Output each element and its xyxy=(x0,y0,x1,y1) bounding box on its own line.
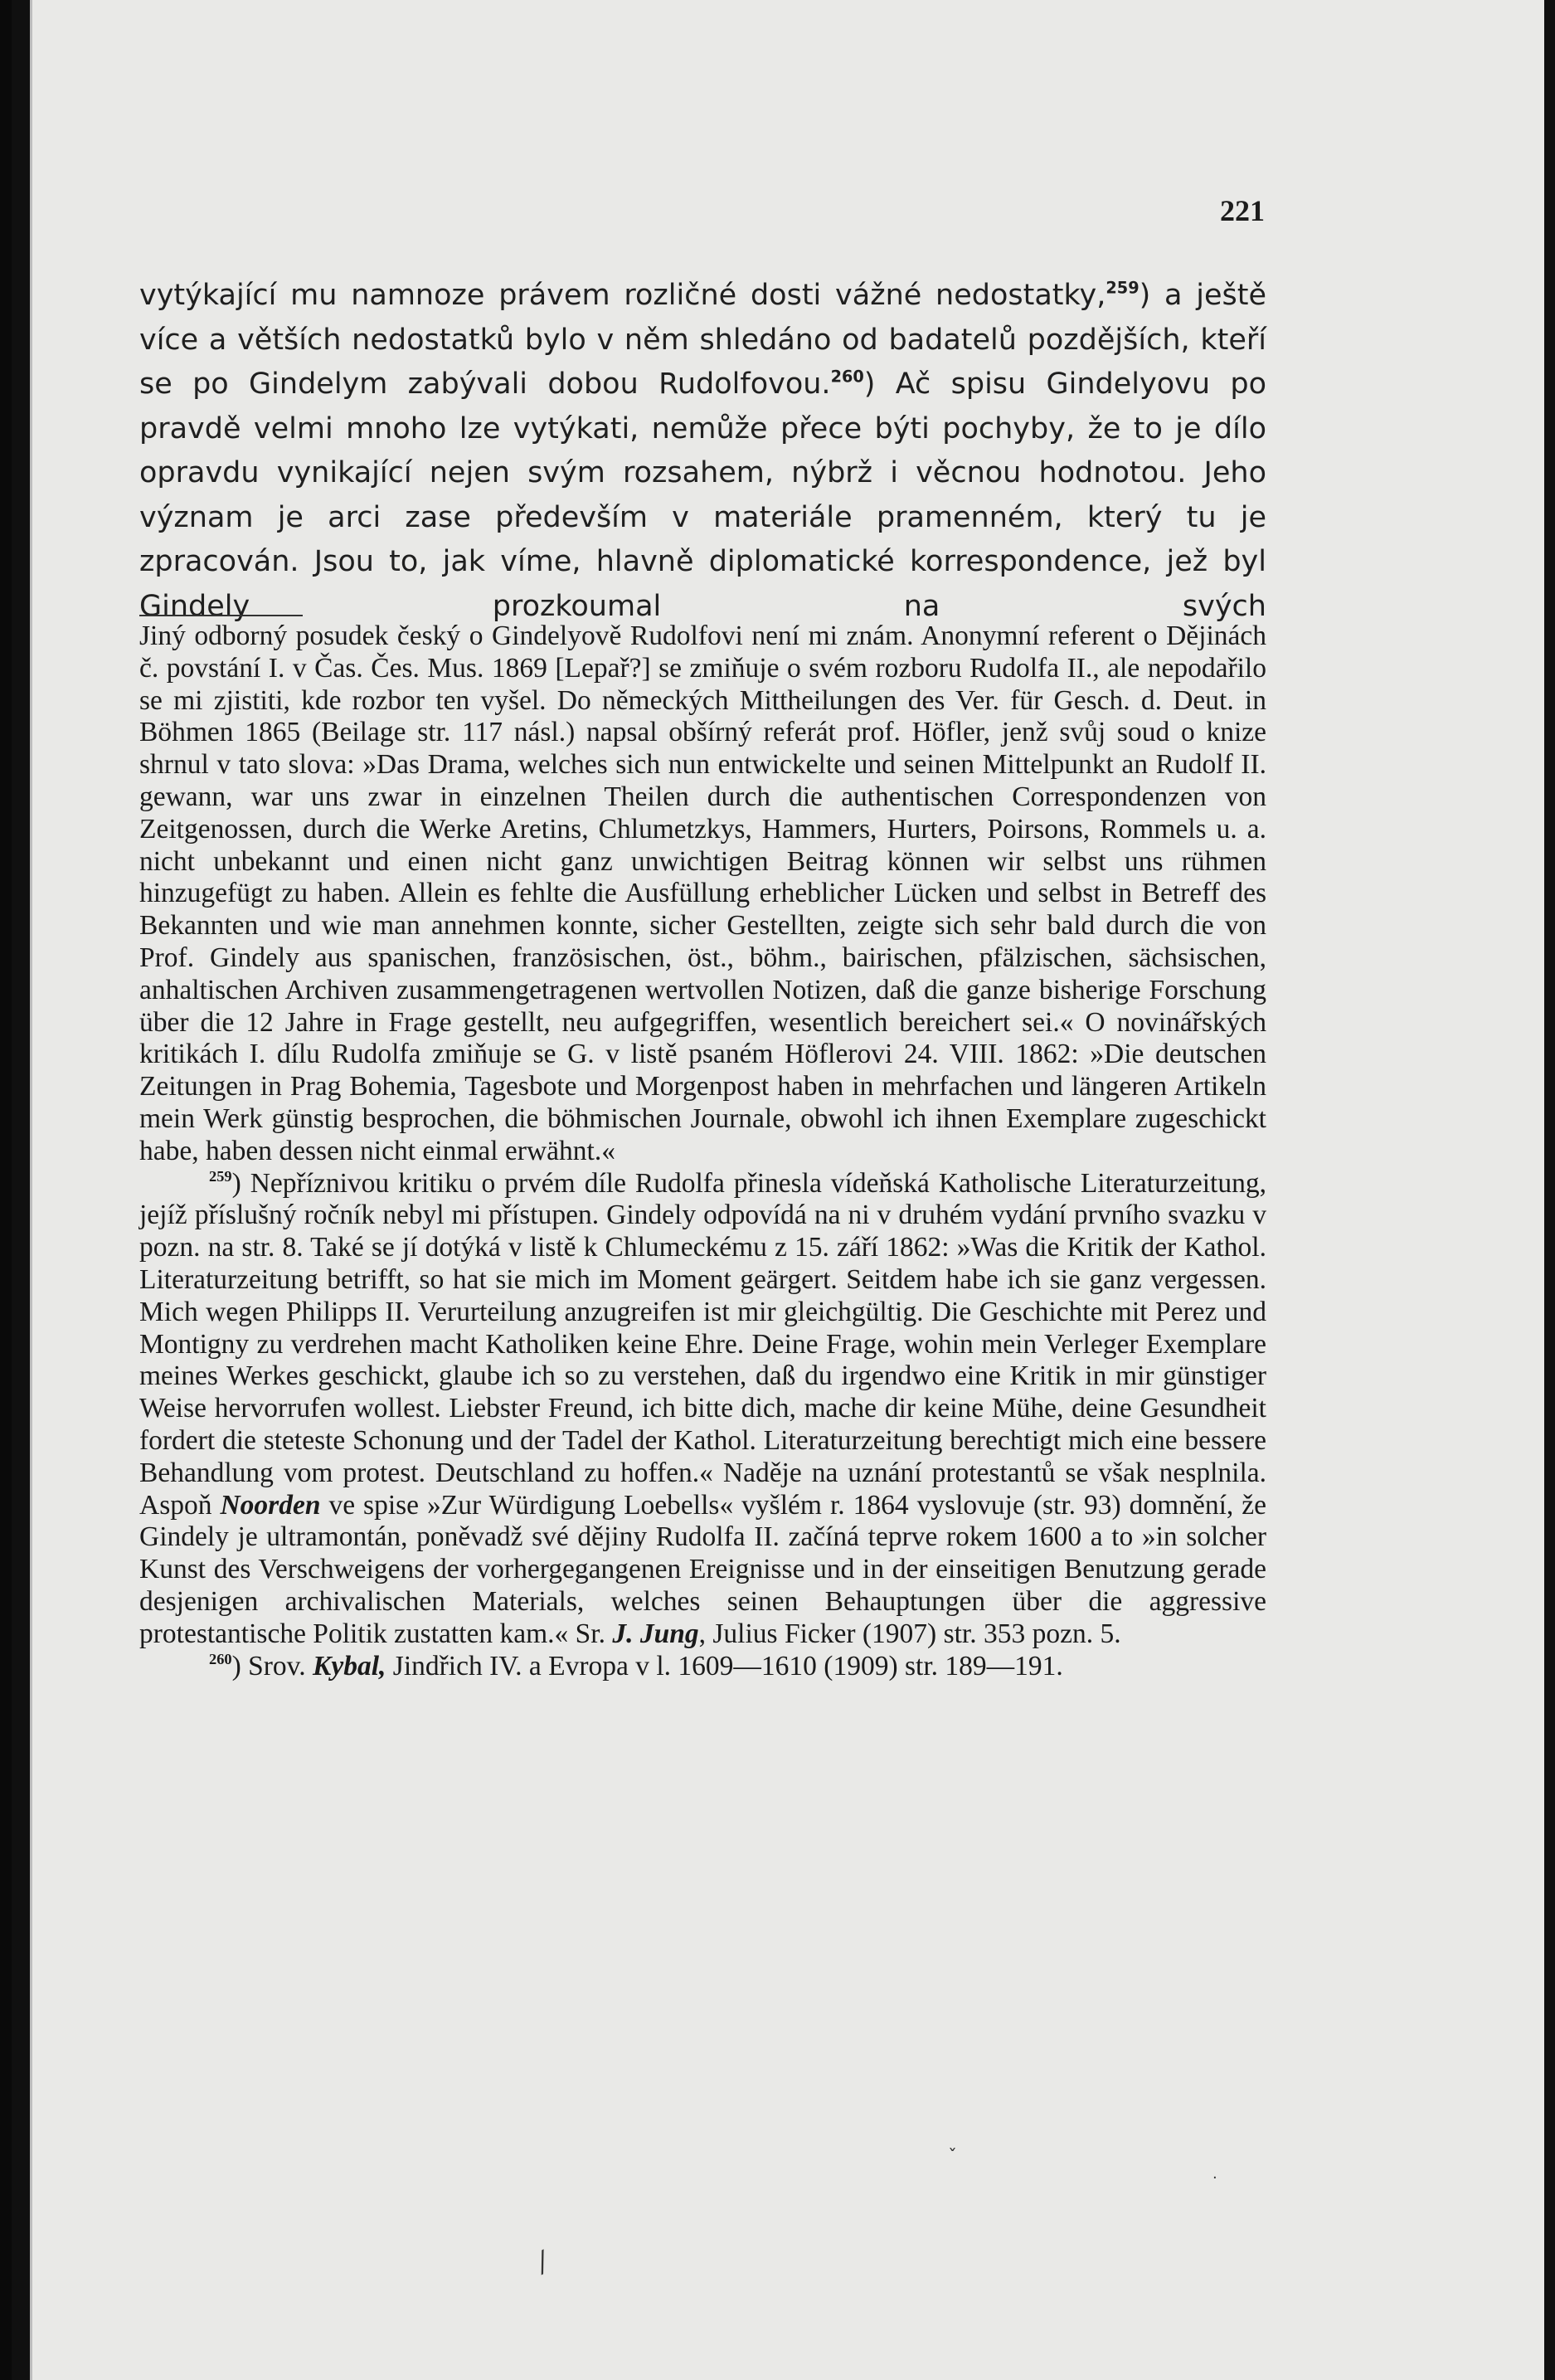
footnote-continuation: Jiný odborný posudek český o Gindelyově Rudolfovi není mi znám. Anonymní referent o Dějinách č. povstání I. v Čas. Čes. Mus. 1869 [Lepař?] se zmiňuje o svém rozboru Rudolfa II., ale nepodařilo se mi zjistiti, kde rozbor ten vyšel. Do německých Mittheilungen des Ver. für Gesch. d. Deut. in Böhmen 1865 (Beilage str. 117 násl.) napsal obšírný referát prof. Höfler, jenž svůj soud o knize shrnul v tato slova: »Das Drama, welches sich nun entwickelte und seinen Mittelpunkt an Rudolf II. gewann, war uns zwar in einzelnen Theilen durch die authentischen Correspondenzen von Zeitgenossen, durch die Werke Aretins, Chlumetzkys, Hammers, Hurters, Poirsons, Rommels u. a. nicht unbekannt und einen nicht ganz unwichtigen Beitrag können wir selbst uns rühmen hinzugefügt zu haben. Allein es fehlte die Ausfüllung erheblicher Lücken und selbst in Betreff des Bekannten und wie man annehmen konnte, sicher Gestellten, zeigte sich sehr bald durch die von Prof. Gindely aus spanischen, französischen, öst., böhm., bairischen, pfälzischen, sächsischen, anhaltischen Archiven zusammengetragenen wertvollen Notizen, daß die ganze bisherige Forschung über die 12 Jahre in Frage gestellt, neu aufgegriffen, wesentlich bereichert sei.« O novinářských kritikách I. dílu Rudolfa zmiňuje se G. v listě psaném Höflerovi 24. VIII. 1862: »Die deutschen Zeitungen in Prag Bohemia, Tagesbote und Morgenpost haben in mehrfachen und längeren Artikeln mein Werk günstig besprochen, die böhmischen Journale, obwohl ich ihnen Exemplare zugeschickt habe, haben dessen nicht einmal erwähnt.« xyxy=(139,621,1266,1166)
main-text-part-1: vytýkající mu namnoze právem rozličné dosti vážné nedostatky, xyxy=(139,279,1106,312)
footnote-260-author: Kybal, xyxy=(313,1650,386,1682)
main-text xyxy=(139,274,1266,629)
footnote-260 xyxy=(139,1651,1266,1683)
footnote-ref-260: 260 xyxy=(830,367,864,387)
page-number: 221 xyxy=(1220,194,1265,227)
footnote-ref-259: 259 xyxy=(1106,278,1140,298)
footnote-259-author: Noorden xyxy=(220,1489,321,1521)
footnote-separator xyxy=(139,615,303,616)
stray-mark: ˇ xyxy=(948,2147,957,2168)
footnote-260-text-b: Jindřich IV. a Evropa v l. 1609—1610 (1909) str. 189—191. xyxy=(386,1650,1063,1682)
footnote-260-text-a: ) Srov. xyxy=(231,1650,313,1682)
footnote-259-text-b: ve spise »Zur Würdigung Loebells« vyšlém r. 1864 vyslovuje (str. 93) domnění, že Gindely je ultramontán, poněvadž své dějiny Rudolfa II. začíná teprve rokem 1600 a to »in solcher Kunst des Verschweigens der vorhergegangenen Ereignisse und in der einseitigen Benutzung gerade desjenigen archivalischen Materials, welches seinen Behauptungen über die aggressive protestantische Politik zustatten kam.« Sr. xyxy=(139,1489,1266,1649)
footnote-mark-259: 259 xyxy=(209,1167,232,1185)
stray-mark: ⁄ xyxy=(532,2247,554,2279)
main-text-part-3: ) Ač spisu Gindelyovu po pravdě velmi mnoho lze vytýkati, nemůže přece býti pochyby, že to je dílo opravdu vynikající nejen svým rozsahem, nýbrž i věcnou hodnotou. Jeho význam je arci zase především v materiále pramenném, který tu je zpracován. Jsou to, jak víme, hlavně diplomatické korrespondence, jež byl Gindely prozkoumal na svých xyxy=(139,367,1266,623)
scan-edge xyxy=(0,0,12,2380)
footnote-259-text-a: ) Nepříznivou kritiku o prvém díle Rudolfa přinesla vídeňská Katholische Literaturzeitung, jejíž příslušný ročník nebyl mi přístupen. Gindely odpovídá na ni v druhém vydání prvního svazku v pozn. na str. 8. Také se jí dotýká v listě k Chlumeckému z 15. září 1862: »Was die Kritik der Kathol. Literaturzeitung betrifft, so hat sie mich im Moment geärgert. Seitdem habe ich sie ganz vergessen. Mich wegen Philipps II. Verurteilung anzugreifen ist mir gleichgültig. Die Geschichte mit Perez und Montigny zu verdrehen macht Katholiken keine Ehre. Deine Frage, wohin mein Verleger Exemplare meines Werkes geschickt, glaube ich so zu verstehen, daß du irgendwo eine Kritik in mir günstiger Weise hervorrufen wollest. Liebster Freund, ich bitte dich, mache dir keine Mühe, deine Gesundheit fordert die steteste Schonung und der Tadel der Kathol. Literaturzeitung berechtigt mich eine bessere Behandlung vom protest. Deutschland zu hoffen.« Naděje na uznání protestantů se však nesplnila. Aspoň xyxy=(139,1167,1266,1521)
footnote-mark-260: 260 xyxy=(209,1650,232,1667)
main-text-part-2: ) a ještě více a větších nedostatků bylo v něm shledáno od badatelů pozdějších, kteří se po Gindelym zabývali dobou Rudolfovou. xyxy=(139,279,1266,401)
footnote-259-author-2: J. Jung xyxy=(612,1618,699,1649)
stray-mark: · xyxy=(1212,2169,1217,2187)
footnote-259-text-c: , Julius Ficker (1907) str. 353 pozn. 5. xyxy=(698,1618,1121,1649)
footnote-259 xyxy=(139,1168,1266,1651)
footnotes xyxy=(139,621,1266,1682)
